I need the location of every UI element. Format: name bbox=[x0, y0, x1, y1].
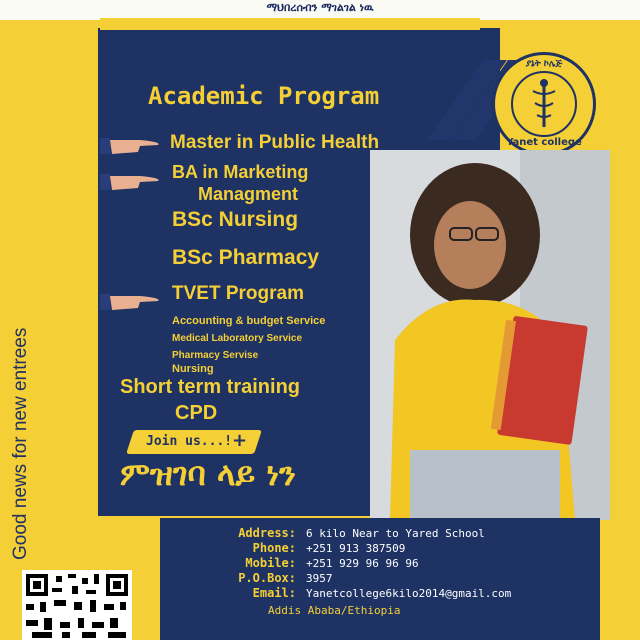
registration-open-text: ምዝገባ ላይ ነን bbox=[120, 455, 296, 493]
program-item: BSc Pharmacy bbox=[172, 246, 320, 269]
program-item: Managment bbox=[198, 184, 299, 204]
address-value: 6 kilo Near to Yared School bbox=[306, 527, 485, 540]
qr-code[interactable] bbox=[22, 570, 132, 640]
caduceus-icon bbox=[513, 73, 575, 135]
panel-top-accent bbox=[100, 18, 480, 30]
pointing-hand-icon bbox=[100, 134, 162, 156]
pointing-hand-icon bbox=[100, 290, 162, 312]
logo-amharic-name: ያኔት ኮሌጅ bbox=[525, 59, 563, 69]
logo-name: Yanet college bbox=[506, 137, 582, 148]
city-value: Addis Ababa/Ethiopia bbox=[268, 604, 401, 617]
pointing-hand-icon bbox=[100, 170, 162, 192]
join-us-label: Join us...! bbox=[146, 434, 233, 449]
phone-label: Phone: bbox=[252, 541, 296, 555]
pobox-label: P.O.Box: bbox=[238, 571, 296, 585]
email-label: Email: bbox=[252, 586, 296, 600]
plus-icon: + bbox=[232, 430, 248, 451]
program-item: CPD bbox=[175, 402, 218, 424]
program-item: BA in Marketing bbox=[172, 162, 309, 182]
address-label: Address: bbox=[238, 526, 296, 540]
program-item: Short term training bbox=[120, 376, 301, 398]
side-tagline: Good news for new entrees bbox=[10, 327, 31, 560]
program-item: Medical Laboratory Service bbox=[172, 333, 303, 344]
mobile-value: +251 929 96 96 96 bbox=[306, 557, 419, 570]
program-item: BSc Nursing bbox=[172, 208, 299, 231]
tagline: ማህበረሰብን ማገልገል ነዉ bbox=[266, 1, 374, 14]
email-value[interactable]: Yanetcollege6kilo2014@gmail.com bbox=[306, 587, 512, 600]
mobile-label: Mobile: bbox=[245, 556, 296, 570]
pobox-value: 3957 bbox=[306, 572, 333, 585]
program-item: Master in Public Health bbox=[170, 132, 380, 153]
logo-emblem bbox=[511, 71, 577, 137]
program-item: Pharmacy Servise bbox=[172, 350, 259, 361]
qr-code-pattern bbox=[22, 570, 132, 640]
college-logo bbox=[492, 52, 596, 156]
student-illustration bbox=[370, 150, 610, 520]
phone-value: +251 913 387509 bbox=[306, 542, 406, 555]
program-item: TVET Program bbox=[172, 283, 304, 304]
program-title: Academic Program bbox=[148, 82, 380, 110]
program-item: Accounting & budget Service bbox=[172, 315, 326, 327]
student-photo bbox=[370, 150, 610, 520]
program-item: Nursing bbox=[172, 363, 214, 375]
